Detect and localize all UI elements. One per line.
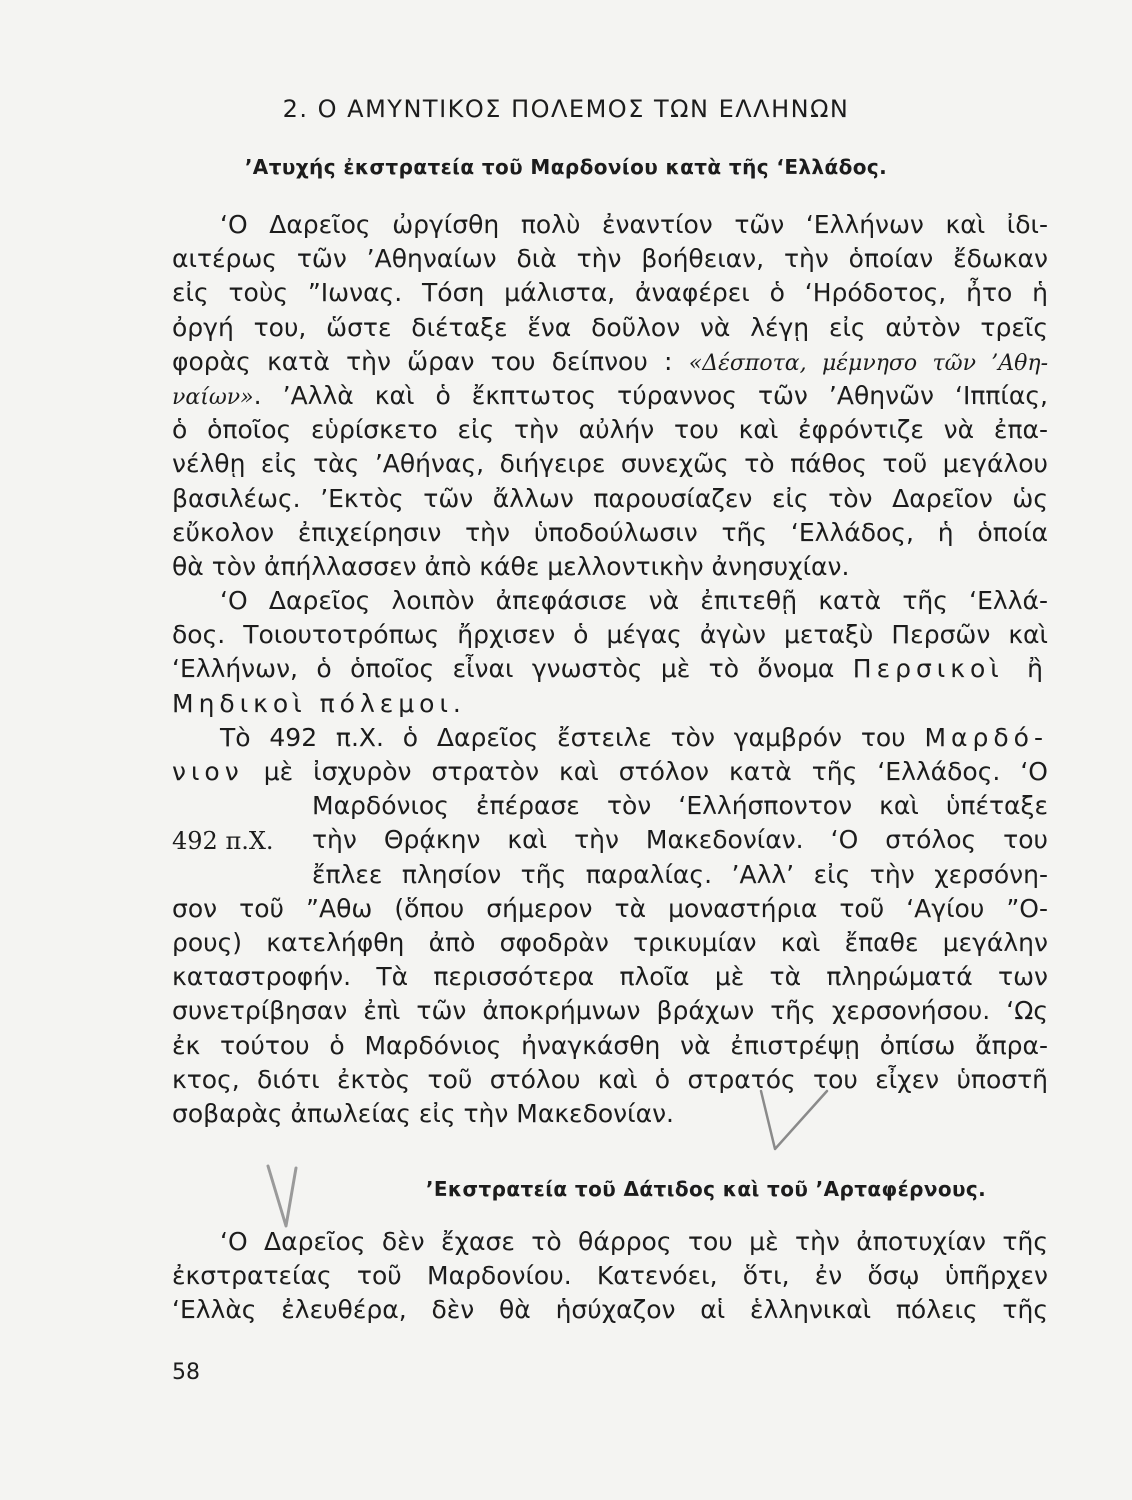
section-title-datis: ’Εκστρατεία τοῦ Δάτιδος καὶ τοῦ ’Αρταφέρνους. (425, 1177, 987, 1201)
text-line: ὀργή του, ὥστε διέταξε ἕνα δοῦλον νὰ λέγῃ εἰς αὐτὸν τρεῖς (172, 312, 1048, 342)
quoted-phrase-end: ναίων» (172, 384, 254, 410)
text-segment: μὲ ἰσχυρὸν στρατὸν καὶ στόλον κατὰ τῆς ‘Ελλάδος. ‘Ο (263, 757, 1048, 786)
text-line (172, 721, 1048, 755)
text-line: βασιλέως. ’Εκτὸς τῶν ἄλλων παρουσίαζεν εἰς τὸν Δαρεῖον ὡς (172, 483, 1048, 513)
pencil-checkmark-icon (262, 1160, 312, 1235)
text-line: κτος, διότι ἐκτὸς τοῦ στόλου καὶ ὁ στρατός του εἶχεν ὑποστῆ (172, 1064, 1048, 1094)
text-line: συνετρίβησαν ἐπὶ τῶν ἀποκρήμνων βράχων τῆς χερσονήσου. ‘Ως (172, 996, 1048, 1026)
text-line: ἐκ τούτου ὁ Μαρδόνιος ἠναγκάσθη νὰ ἐπιστρέψῃ ὀπίσω ἄπρα- (172, 1030, 1048, 1060)
text-line (172, 379, 1048, 413)
text-line: αιτέρως τῶν ’Αθηναίων διὰ τὴν βοήθειαν, τὴν ὁποίαν ἔδωκαν (172, 244, 1048, 274)
page-number: 58 (172, 1360, 200, 1385)
text-line: δος. Τοιουτοτρόπως ἤρχισεν ὁ μέγας ἀγὼν μεταξὺ Περσῶν καὶ (172, 620, 1048, 650)
text-line: εἰς τοὺς ”Ιωνας. Τόση μάλιστα, ἀναφέρει ὁ ‘Ηρόδοτος, ἦτο ἡ (172, 278, 1048, 308)
text-line: ‘Ο Δαρεῖος λοιπὸν ἀπεφάσισε νὰ ἐπιτεθῇ κατὰ τῆς ‘Ελλά- (220, 586, 1048, 616)
spaced-term: Περσικοὶ ἢ (852, 654, 1049, 684)
text-line (172, 687, 1048, 721)
text-segment: . ’Αλλὰ καὶ ὁ ἔκπτωτος τύραννος τῶν ’Αθηνῶν ‘Ιππίας, (253, 380, 1048, 410)
pencil-checkmark-icon (755, 1085, 835, 1160)
text-segment: . (452, 688, 461, 718)
text-line (172, 755, 1048, 789)
text-line: σοβαρὰς ἀπωλείας εἰς τὴν Μακεδονίαν. (172, 1098, 674, 1128)
text-line: Μαρδόνιος ἐπέρασε τὸν ‘Ελλήσποντον καὶ ὑπέταξε (312, 791, 1048, 821)
text-line: ἐκστρατείας τοῦ Μαρδονίου. Κατενόει, ὅτι, ἐν ὅσῳ ὑπῆρχεν (172, 1261, 1048, 1291)
text-line: καταστροφήν. Τὰ περισσότερα πλοῖα μὲ τὰ πληρώματά των (172, 962, 1048, 992)
text-line: νέλθῃ εἰς τὰς ’Αθήνας, διήγειρε συνεχῶς τὸ πάθος τοῦ μεγάλου (172, 449, 1048, 479)
section-body-mardonius (172, 208, 1048, 1131)
text-line: ‘Ο Δαρεῖος δὲν ἔχασε τὸ θάρρος του μὲ τὴν ἀποτυχίαν τῆς (220, 1227, 1048, 1256)
text-line: ‘Ελλὰς ἐλευθέρα, δὲν θὰ ἡσύχαζον αἱ ἑλληνικαὶ πόλεις τῆς (172, 1295, 1048, 1325)
text-line: σον τοῦ ”Αθω (ὅπου σήμερον τὰ μοναστήρια τοῦ ‘Αγίου ”Ο- (172, 893, 1048, 923)
section-title-mardonius: ’Ατυχής ἐκστρατεία τοῦ Μαρδονίου κατὰ τῆς ‘Ελλάδος. (244, 155, 888, 179)
text-line: ἔπλεε πλησίον τῆς παραλίας. ’Αλλ’ εἰς τὴν χερσόνη- (312, 859, 1048, 889)
text-line (172, 652, 1048, 686)
text-line: ὁ ὁποῖος εὑρίσκετο εἰς τὴν αὐλήν του καὶ ἐφρόντιζε νὰ ἐπα- (172, 415, 1048, 445)
text-line: θὰ τὸν ἀπήλλασσεν ἀπὸ κάθε μελλοντικὴν ἀνησυχίαν. (172, 551, 850, 581)
quoted-phrase: «Δέσποτα, μέμνησο τῶν ’Αθη- (688, 350, 1048, 376)
text-segment: φορὰς κατὰ τὴν ὥραν του δείπνου : (172, 346, 673, 376)
text-line: ρους) κατελήφθη ἀπὸ σφοδρὰν τρικυμίαν καὶ ἔπαθε μεγάλην (172, 927, 1048, 957)
section-body-datis (172, 1225, 1048, 1328)
text-segment: Τὸ 492 π.Χ. ὁ Δαρεῖος ἔστειλε τὸν γαμβρόν του (220, 722, 906, 752)
text-line: εὔκολον ἐπιχείρησιν τὴν ὑποδούλωσιν τῆς ‘Ελλάδος, ἡ ὁποία (172, 517, 1048, 547)
text-line: ‘Ο Δαρεῖος ὠργίσθη πολὺ ἐναντίον τῶν ‘Ελλήνων καὶ ἰδι- (220, 210, 1048, 239)
margin-date-note: 492 π.Χ. (172, 827, 274, 855)
text-segment: ‘Ελλήνων, ὁ ὁποῖος εἶναι γνωστὸς μὲ τὸ ὄνομα (172, 654, 835, 684)
text-line: τὴν Θρᾴκην καὶ τὴν Μακεδονίαν. ‘Ο στόλος του (312, 825, 1048, 855)
text-line (172, 345, 1048, 379)
spaced-term: Μηδικοὶ πόλεμοι (172, 688, 453, 718)
spaced-term: νιον (172, 757, 244, 786)
chapter-title: 2. Ο ΑΜΥΝΤΙΚΟΣ ΠΟΛΕΜΟΣ ΤΩΝ ΕΛΛΗΝΩΝ (282, 95, 850, 123)
spaced-term: Μαρδό- (924, 722, 1048, 752)
